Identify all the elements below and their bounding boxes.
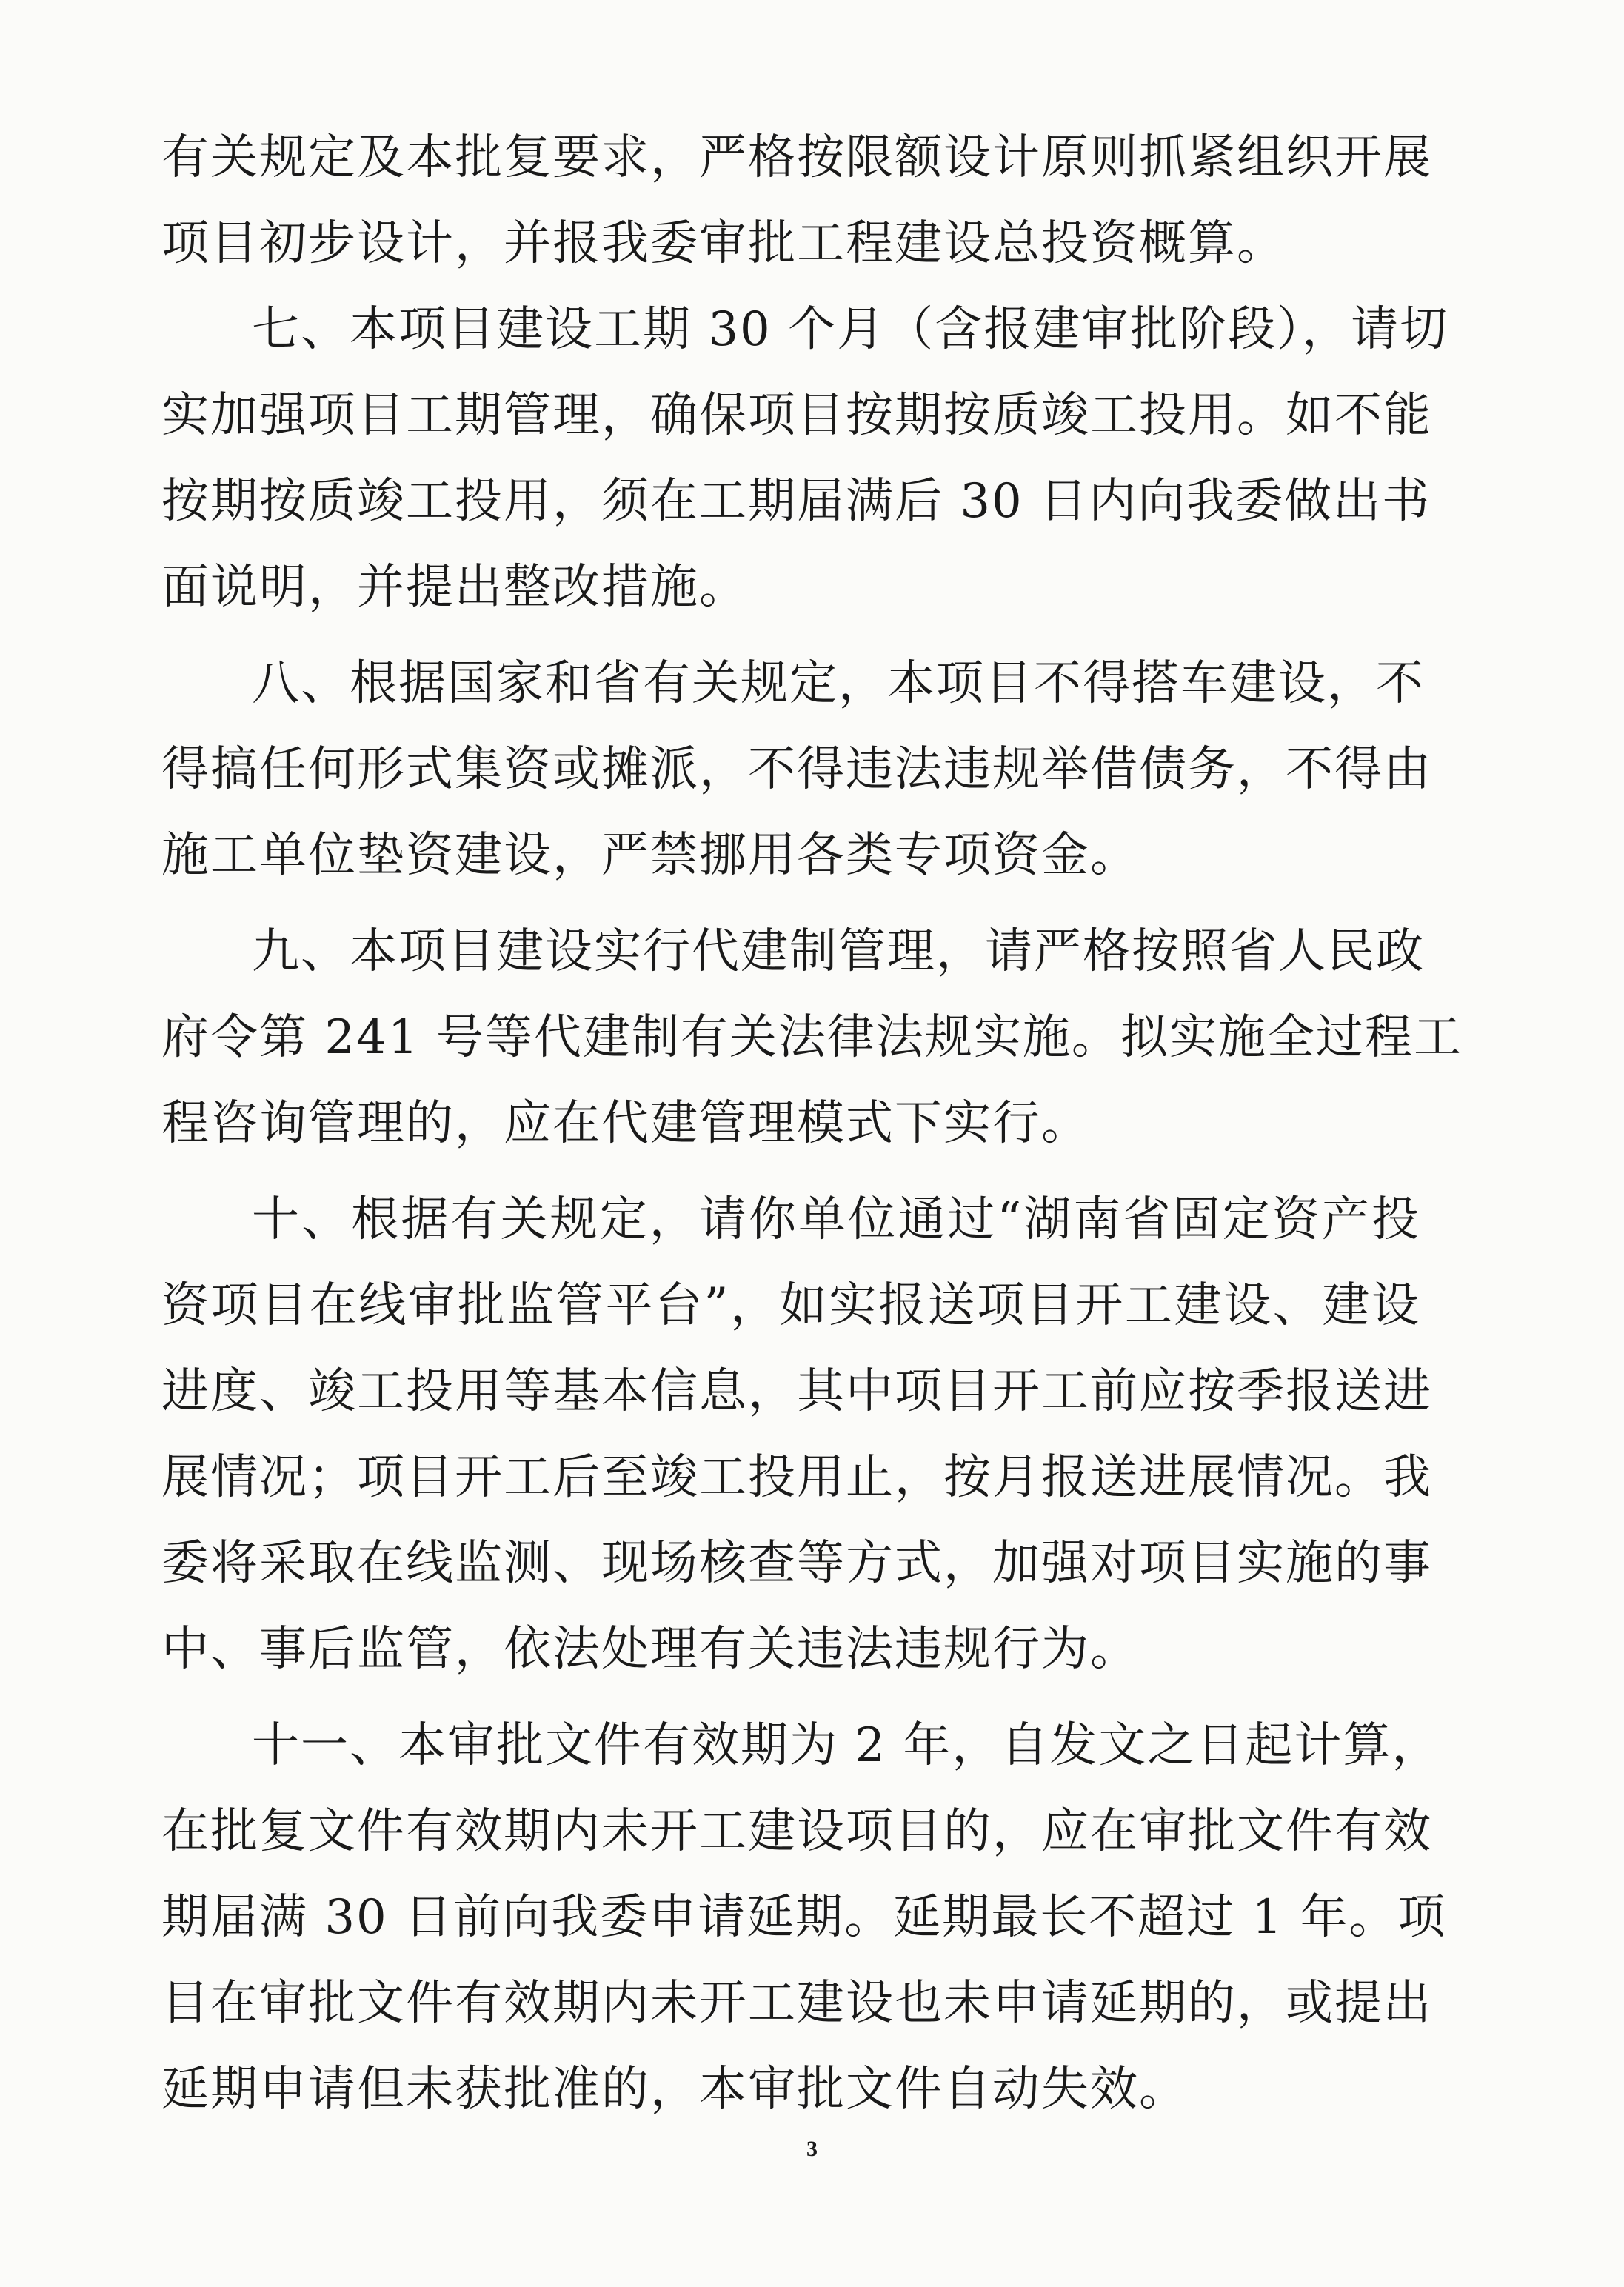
text-line: 进度、竣工投用等基本信息，其中项目开工前应按季报送进 [161, 1364, 1432, 1419]
text-line: 项目初步设计，并报我委审批工程建设总投资概算。 [161, 216, 1286, 271]
text-line: 施工单位垫资建设，严禁挪用各类专项资金。 [161, 828, 1139, 883]
text-line: 七、本项目建设工期 30 个月（含报建审批阶段），请切 [252, 302, 1449, 357]
text-line: 期届满 30 日前向我委申请延期。延期最长不超过 1 年。项 [161, 1890, 1447, 1945]
text-line: 九、本项目建设实行代建制管理，请严格按照省人民政 [252, 924, 1425, 979]
text-line: 得搞任何形式集资或摊派，不得违法违规举借债务，不得由 [161, 742, 1432, 797]
text-line: 资项目在线审批监管平台”，如实报送项目开工建设、建设 [161, 1278, 1420, 1333]
text-line: 面说明，并提出整改措施。 [161, 560, 748, 615]
text-line: 十一、本审批文件有效期为 2 年，自发文之日起计算， [252, 1718, 1441, 1773]
page-number: 3 [806, 2137, 818, 2161]
text-line: 程咨询管理的，应在代建管理模式下实行。 [161, 1096, 1090, 1151]
text-line: 在批复文件有效期内未开工建设项目的，应在审批文件有效 [161, 1804, 1432, 1859]
text-line: 委将采取在线监测、现场核查等方式，加强对项目实施的事 [161, 1536, 1432, 1591]
text-line: 中、事后监管，依法处理有关违法违规行为。 [161, 1622, 1139, 1677]
text-line: 按期按质竣工投用，须在工期届满后 30 日内向我委做出书 [161, 474, 1431, 529]
text-line: 八、根据国家和省有关规定，本项目不得搭车建设，不 [252, 656, 1425, 711]
text-line: 有关规定及本批复要求，严格按限额设计原则抓紧组织开展 [161, 130, 1432, 185]
text-line: 展情况；项目开工后至竣工投用止，按月报送进展情况。我 [161, 1450, 1432, 1505]
text-line: 十、根据有关规定，请你单位通过“湖南省固定资产投 [252, 1192, 1420, 1247]
text-line: 延期申请但未获批准的，本审批文件自动失效。 [161, 2062, 1188, 2117]
text-line: 实加强项目工期管理，确保项目按期按质竣工投用。如不能 [161, 388, 1432, 443]
text-line: 府令第 241 号等代建制有关法律法规实施。拟实施全过程工 [161, 1010, 1463, 1065]
text-line: 目在审批文件有效期内未开工建设也未申请延期的，或提出 [161, 1976, 1432, 2031]
